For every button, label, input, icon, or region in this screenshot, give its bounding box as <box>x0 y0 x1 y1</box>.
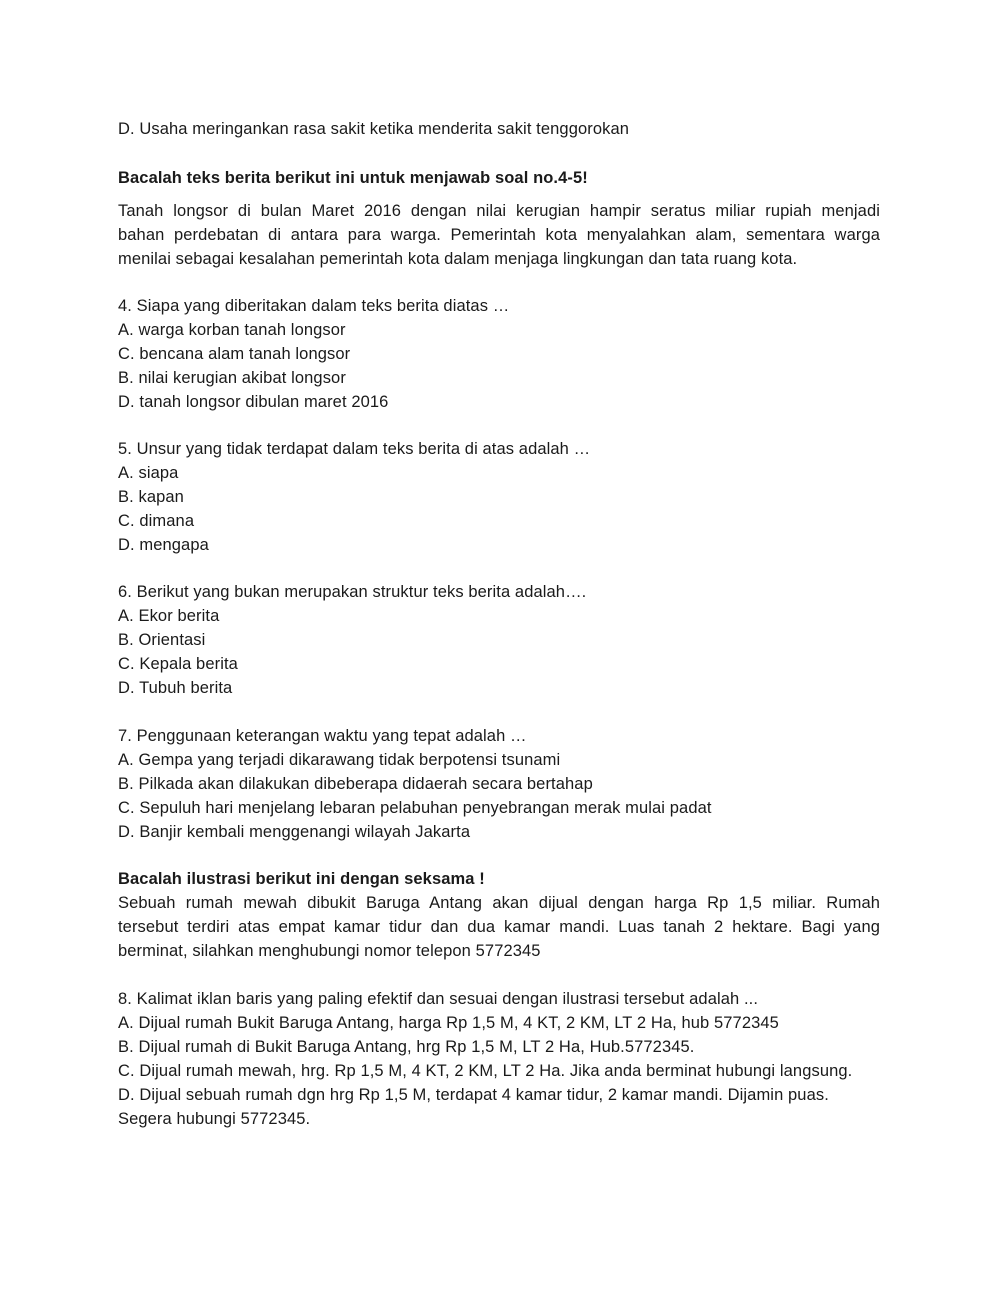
question-5-option: C. dimana <box>118 512 195 530</box>
question-8-option: B. Dijual rumah di Bukit Baruga Antang, hrg Rp 1,5 M, LT 2 Ha, Hub.5772345. <box>118 1038 695 1056</box>
question-5: 5. Unsur yang tidak terdapat dalam teks berita di atas adalah … <box>118 440 591 458</box>
illustration-paragraph-line: tersebut terdiri atas empat kamar tidur dan dua kamar mandi. Luas tanah 2 hektare. Bagi yang <box>118 918 880 936</box>
question-4-option: B. nilai kerugian akibat longsor <box>118 369 346 387</box>
previous-option-d: D. Usaha meringankan rasa sakit ketika menderita sakit tenggorokan <box>118 120 630 138</box>
section-heading-news: Bacalah teks berita berikut ini untuk menjawab soal no.4-5! <box>118 169 588 187</box>
question-6: 6. Berikut yang bukan merupakan struktur teks berita adalah…. <box>118 583 587 601</box>
question-7: 7. Penggunaan keterangan waktu yang tepat adalah … <box>118 727 527 745</box>
question-8-option-continuation: Segera hubungi 5772345. <box>118 1110 311 1128</box>
question-8-option: D. Dijual sebuah rumah dgn hrg Rp 1,5 M, terdapat 4 kamar tidur, 2 kamar mandi. Dijamin puas. <box>118 1086 829 1104</box>
question-7-option: D. Banjir kembali menggenangi wilayah Jakarta <box>118 823 471 841</box>
question-4-option: D. tanah longsor dibulan maret 2016 <box>118 393 389 411</box>
question-5-option: A. siapa <box>118 464 179 482</box>
question-7-option: A. Gempa yang terjadi dikarawang tidak berpotensi tsunami <box>118 751 561 769</box>
news-paragraph-line: Tanah longsor di bulan Maret 2016 dengan nilai kerugian hampir seratus miliar rupiah menjadi <box>118 202 880 220</box>
question-4: 4. Siapa yang diberitakan dalam teks berita diatas … <box>118 297 510 315</box>
question-7-option: C. Sepuluh hari menjelang lebaran pelabuhan penyebrangan merak mulai padat <box>118 799 712 817</box>
question-8-option: C. Dijual rumah mewah, hrg. Rp 1,5 M, 4 KT, 2 KM, LT 2 Ha. Jika anda berminat hubungi langsung. <box>118 1062 853 1080</box>
question-8: 8. Kalimat iklan baris yang paling efektif dan sesuai dengan ilustrasi tersebut adalah ... <box>118 990 759 1008</box>
question-5-option: D. mengapa <box>118 536 209 554</box>
question-6-option: C. Kepala berita <box>118 655 238 673</box>
question-5-option: B. kapan <box>118 488 184 506</box>
question-6-option: D. Tubuh berita <box>118 679 233 697</box>
news-paragraph-line: menilai sebagai kesalahan pemerintah kota dalam menjaga lingkungan dan tata ruang kota. <box>118 250 798 268</box>
question-4-option: A. warga korban tanah longsor <box>118 321 346 339</box>
illustration-paragraph-line: berminat, silahkan menghubungi nomor telepon 5772345 <box>118 942 541 960</box>
question-6-option: B. Orientasi <box>118 631 206 649</box>
question-4-option: C. bencana alam tanah longsor <box>118 345 351 363</box>
section-heading-illustration: Bacalah ilustrasi berikut ini dengan seksama ! <box>118 870 485 888</box>
question-8-option: A. Dijual rumah Bukit Baruga Antang, harga Rp 1,5 M, 4 KT, 2 KM, LT 2 Ha, hub 5772345 <box>118 1014 779 1032</box>
illustration-paragraph-line: Sebuah rumah mewah dibukit Baruga Antang akan dijual dengan harga Rp 1,5 miliar. Rumah <box>118 894 880 912</box>
question-7-option: B. Pilkada akan dilakukan dibeberapa didaerah secara bertahap <box>118 775 593 793</box>
question-6-option: A. Ekor berita <box>118 607 220 625</box>
news-paragraph-line: bahan perdebatan di antara para warga. Pemerintah kota menyalahkan alam, sementara warga <box>118 226 880 244</box>
